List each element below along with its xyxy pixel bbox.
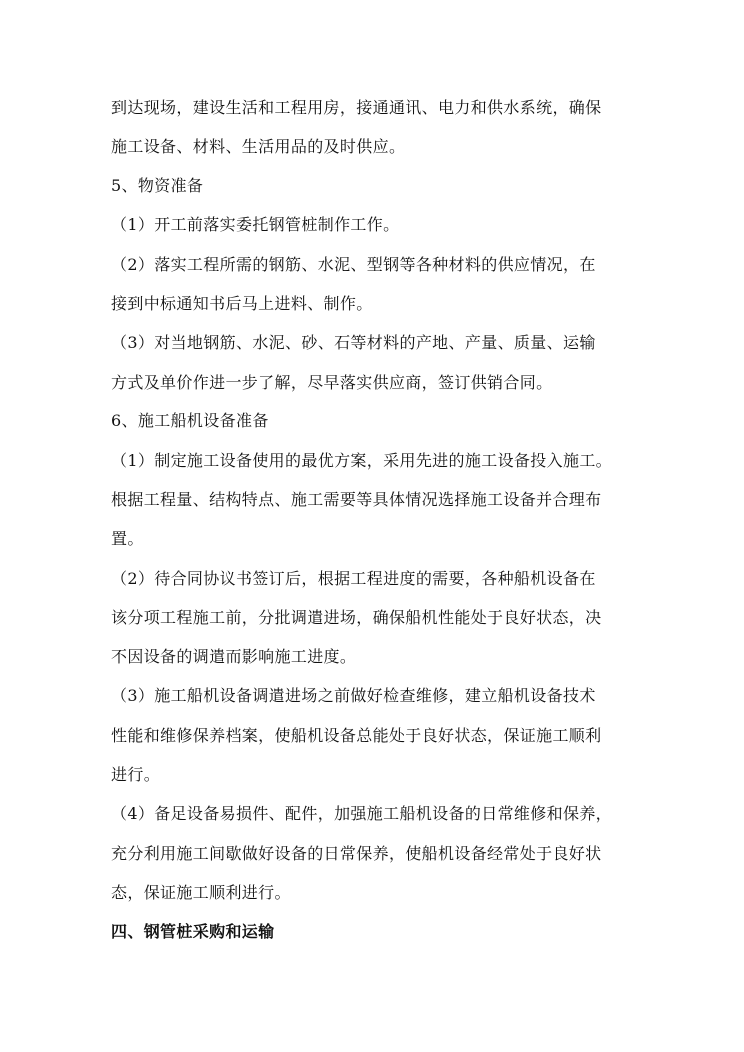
text-line: 该分项工程施工前，分批调遣进场，确保船机性能处于良好状态，决: [111, 608, 602, 627]
subsection-heading: 6、施工船机设备准备: [111, 411, 269, 430]
text-line: （1）制定施工设备使用的最优方案，采用先进的施工设备投入施工。: [111, 451, 613, 470]
text-line: （3）对当地钢筋、水泥、砂、石等材料的产地、产量、质量、运输: [111, 333, 596, 352]
text-line: 态，保证施工顺利进行。: [111, 883, 291, 902]
text-line: 置。: [111, 529, 144, 548]
text-line: 施工设备、材料、生活用品的及时供应。: [111, 137, 406, 156]
text-line: 根据工程量、结构特点、施工需要等具体情况选择施工设备并合理布: [111, 490, 602, 509]
subsection-heading: 5、物资准备: [111, 176, 204, 195]
text-line: 接到中标通知书后马上进料、制作。: [111, 294, 373, 313]
text-line: （4）备足设备易损件、配件，加强施工船机设备的日常维修和保养，: [111, 804, 613, 823]
text-line: （3）施工船机设备调遣进场之前做好检查维修，建立船机设备技术: [111, 686, 596, 705]
text-line: 进行。: [111, 765, 161, 784]
text-line: 性能和维修保养档案，使船机设备总能处于良好状态，保证施工顺利: [111, 726, 602, 745]
text-line: 方式及单价作进一步了解，尽早落实供应商，签订供销合同。: [111, 373, 553, 392]
text-line: 不因设备的调遣而影响施工进度。: [111, 647, 357, 666]
text-line: （1）开工前落实委托钢管桩制作工作。: [111, 215, 400, 234]
text-line: （2）落实工程所需的钢筋、水泥、型钢等各种材料的供应情况，在: [111, 255, 596, 274]
text-line: 到达现场，建设生活和工程用房，接通通讯、电力和供水系统，确保: [111, 98, 602, 117]
text-line: 充分利用施工间歇做好设备的日常保养，使船机设备经常处于良好状: [111, 844, 602, 863]
section-heading: 四、钢管桩采购和运输: [111, 922, 275, 941]
text-line: （2）待合同协议书签订后，根据工程进度的需要，各种船机设备在: [111, 569, 596, 588]
